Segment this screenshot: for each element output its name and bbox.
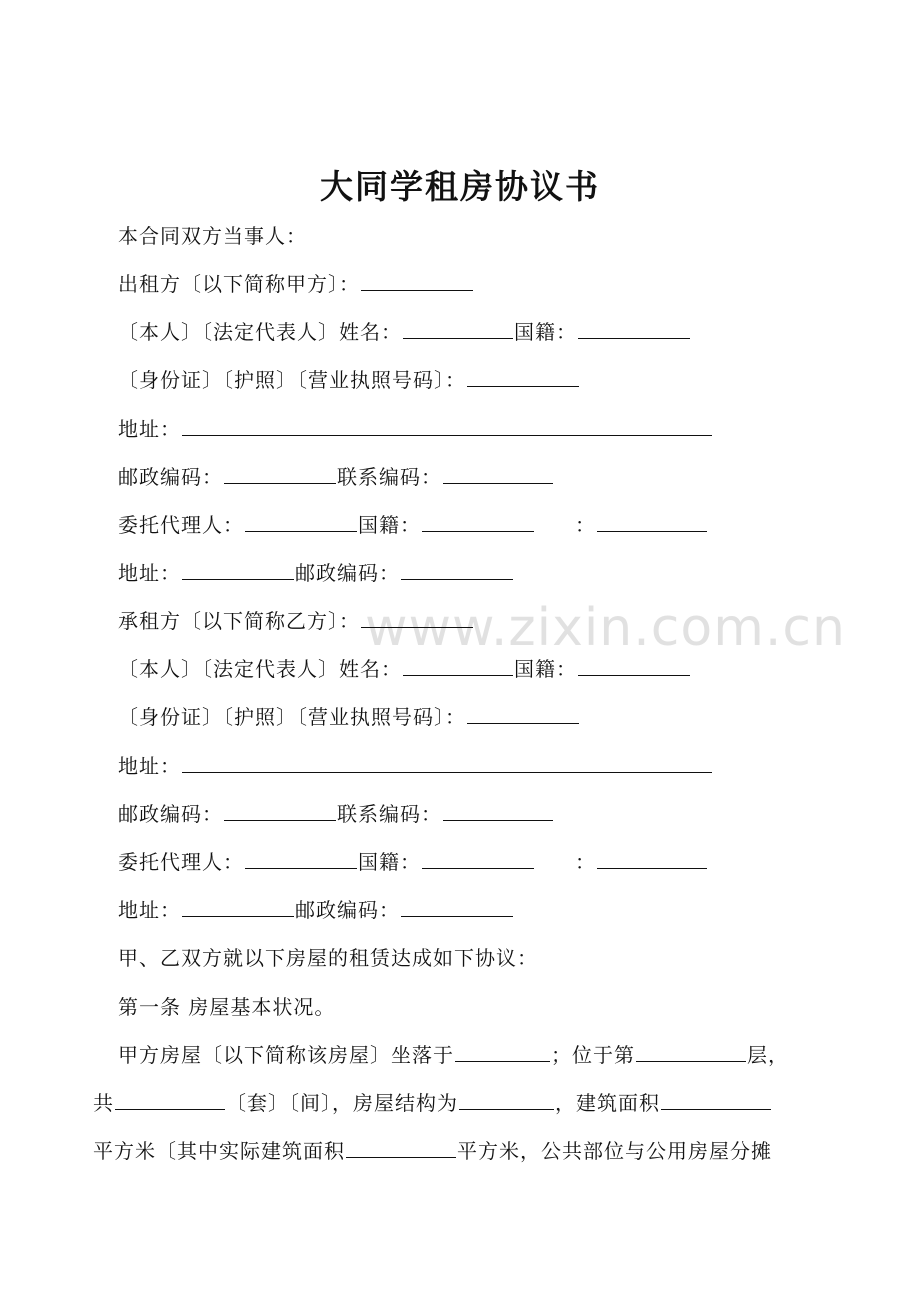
text: 地址： bbox=[118, 898, 181, 922]
property-units-blank[interactable] bbox=[115, 1089, 225, 1110]
lessee-contact-blank[interactable] bbox=[443, 800, 553, 821]
lessee-agent-line bbox=[118, 847, 708, 877]
lessee-name-blank[interactable] bbox=[361, 607, 473, 628]
text: ；位于第 bbox=[551, 1043, 635, 1067]
property-floor-blank[interactable] bbox=[636, 1041, 746, 1062]
lessor-id-line bbox=[118, 365, 580, 395]
lessee-address-blank[interactable] bbox=[182, 752, 712, 773]
text: 共 bbox=[93, 1091, 114, 1115]
lessor-agent-postcode-blank[interactable] bbox=[401, 559, 513, 580]
lessee-agent-nationality-blank[interactable] bbox=[422, 848, 534, 869]
lessor-agent-nationality-blank[interactable] bbox=[422, 511, 534, 532]
lessee-person-name-blank[interactable] bbox=[403, 655, 513, 676]
lessee-id-blank[interactable] bbox=[467, 703, 579, 724]
text: 甲、乙双方就以下房屋的租赁达成如下协议： bbox=[118, 946, 538, 970]
text: 国籍： bbox=[514, 320, 577, 344]
text: 国籍： bbox=[358, 850, 421, 874]
text: 〔本人〕〔法定代表人〕姓名： bbox=[118, 320, 402, 344]
text: ： bbox=[575, 513, 596, 537]
lessor-nationality-blank[interactable] bbox=[578, 318, 690, 339]
lessee-address-line bbox=[118, 751, 713, 781]
lessor-postal-line bbox=[118, 462, 554, 492]
text: 〔身份证〕〔护照〕〔营业执照号码〕： bbox=[118, 705, 466, 729]
text: ： bbox=[575, 850, 596, 874]
property-location-line bbox=[118, 1040, 789, 1070]
lessee-postal-line bbox=[118, 799, 554, 829]
lessee-line bbox=[118, 606, 474, 636]
lessee-agent-address-blank[interactable] bbox=[182, 896, 294, 917]
text: 平方米，公共部位与公用房屋分摊 bbox=[457, 1139, 772, 1163]
lessor-postcode-blank[interactable] bbox=[224, 463, 336, 484]
text: 地址： bbox=[118, 417, 181, 441]
lessor-id-blank[interactable] bbox=[467, 366, 579, 387]
lessor-person-name-blank[interactable] bbox=[403, 318, 513, 339]
text: 委托代理人： bbox=[118, 513, 244, 537]
text: 邮政编码： bbox=[295, 561, 400, 585]
lessor-agent-blank[interactable] bbox=[245, 511, 357, 532]
text: 邮政编码： bbox=[118, 465, 223, 489]
text: 平方米〔其中实际建筑面积 bbox=[93, 1139, 345, 1163]
text: 本合同双方当事人： bbox=[118, 224, 307, 248]
text: 地址： bbox=[118, 754, 181, 778]
text: 国籍： bbox=[358, 513, 421, 537]
text: 〔身份证〕〔护照〕〔营业执照号码〕： bbox=[118, 368, 466, 392]
text: 甲方房屋〔以下简称该房屋〕坐落于 bbox=[118, 1043, 454, 1067]
text: ，建筑面积 bbox=[555, 1091, 660, 1115]
parties-intro bbox=[118, 221, 307, 251]
text: 邮政编码： bbox=[295, 898, 400, 922]
text: 第一条 房屋基本状况。 bbox=[118, 995, 336, 1019]
lessor-agent-address-blank[interactable] bbox=[182, 559, 294, 580]
lessor-line bbox=[118, 269, 474, 299]
lessee-id-line bbox=[118, 702, 580, 732]
property-actual-area-blank[interactable] bbox=[346, 1137, 456, 1158]
article-one-heading bbox=[118, 992, 335, 1022]
text: 〔套〕〔间〕，房屋结构为 bbox=[226, 1091, 458, 1115]
property-structure-line bbox=[93, 1088, 772, 1118]
lessor-agent-extra-blank[interactable] bbox=[597, 511, 707, 532]
lessor-address-line bbox=[118, 414, 713, 444]
watermark: www.zixin.com.cn bbox=[365, 598, 846, 658]
lessor-name-line bbox=[118, 317, 691, 347]
lessor-name-blank[interactable] bbox=[361, 270, 473, 291]
property-structure-blank[interactable] bbox=[459, 1089, 554, 1110]
lessee-agent-extra-blank[interactable] bbox=[597, 848, 707, 869]
lessor-contact-blank[interactable] bbox=[443, 463, 553, 484]
lessee-name-line bbox=[118, 654, 691, 684]
lessor-agent-line bbox=[118, 510, 708, 540]
text: 委托代理人： bbox=[118, 850, 244, 874]
text: 国籍： bbox=[514, 657, 577, 681]
text: 承租方〔以下简称乙方〕： bbox=[118, 609, 360, 633]
property-area-line bbox=[93, 1136, 772, 1166]
document-title: 大同学租房协议书 bbox=[320, 167, 600, 206]
text: 层， bbox=[747, 1043, 789, 1067]
text: 地址： bbox=[118, 561, 181, 585]
lessor-address-blank[interactable] bbox=[182, 415, 712, 436]
text: 联系编码： bbox=[337, 802, 442, 826]
text: 出租方〔以下简称甲方〕： bbox=[118, 272, 360, 296]
lessee-postcode-blank[interactable] bbox=[224, 800, 336, 821]
lessee-agent-postcode-blank[interactable] bbox=[401, 896, 513, 917]
text: 〔本人〕〔法定代表人〕姓名： bbox=[118, 657, 402, 681]
lessee-agent-blank[interactable] bbox=[245, 848, 357, 869]
property-area-blank[interactable] bbox=[661, 1089, 771, 1110]
lessor-agent-address-line bbox=[118, 558, 514, 588]
property-location-blank[interactable] bbox=[455, 1041, 550, 1062]
agreement-intro bbox=[118, 943, 538, 973]
lessee-agent-address-line bbox=[118, 895, 514, 925]
text: 邮政编码： bbox=[118, 802, 223, 826]
lessee-nationality-blank[interactable] bbox=[578, 655, 690, 676]
text: 联系编码： bbox=[337, 465, 442, 489]
